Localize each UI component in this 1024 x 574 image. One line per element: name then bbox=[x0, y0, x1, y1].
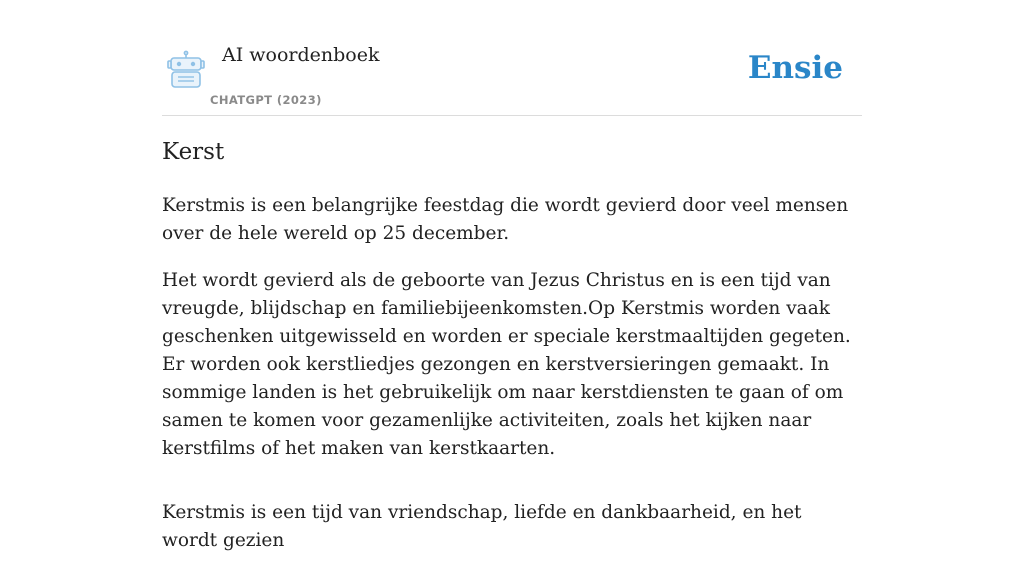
robot-icon bbox=[166, 50, 206, 90]
entry-body bbox=[162, 192, 862, 574]
source-title[interactable]: AI woordenboek bbox=[222, 44, 380, 66]
entry-paragraph: Het wordt gevierd als de geboorte van Jezus Christus en is een tijd van vreugde, blijdschap en familiebijeenkomsten.Op Kerstmis worden vaak geschenken uitgewisseld en worden er speciale kerstmaaltijden gegeten. Er worden ook kerstliedjes gezongen en kerstversieringen gemaakt. In sommige landen is het gebruikelijk om naar kerstdiensten te gaan of om samen te komen voor gezamenlijke activiteiten, zoals het kijken naar kerstfilms of het maken van kerstkaarten. bbox=[162, 270, 851, 459]
source-subtitle: CHATGPT (2023) bbox=[210, 93, 322, 107]
content-container bbox=[162, 0, 862, 551]
brand-logo[interactable]: Ensie bbox=[747, 50, 843, 86]
entry-term: Kerst bbox=[162, 139, 225, 165]
entry-paragraph: Kerstmis is een belangrijke feestdag die wordt gevierd door veel mensen over de hele wereld op 25 december. bbox=[162, 195, 849, 244]
entry-paragraph: Kerstmis is een tijd van vriendschap, liefde en dankbaarheid, en het wordt gezien bbox=[162, 502, 802, 551]
source-header bbox=[162, 0, 862, 116]
